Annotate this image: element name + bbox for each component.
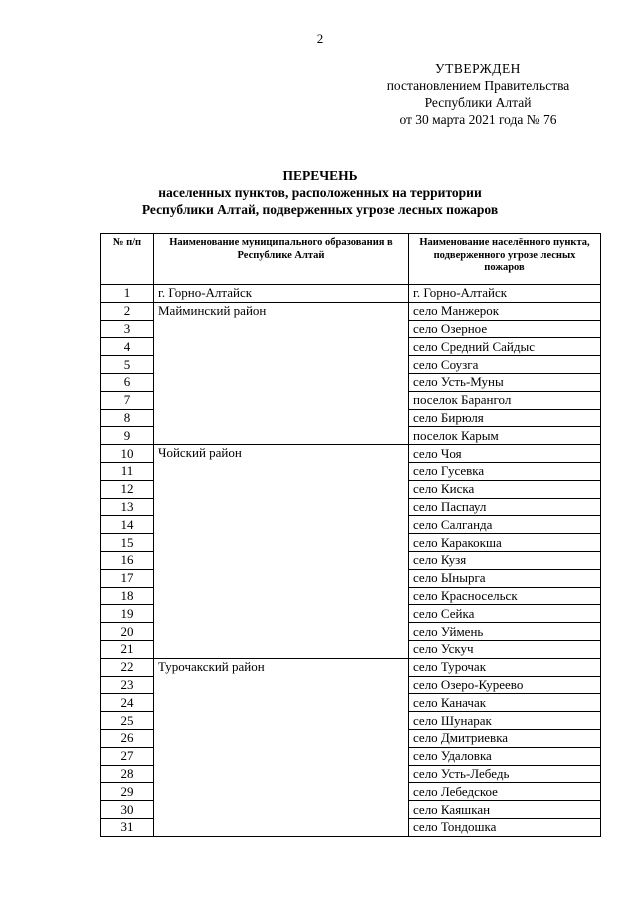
row-number: 13 bbox=[101, 498, 154, 516]
municipality-name: Турочакский район bbox=[154, 658, 409, 836]
row-number: 14 bbox=[101, 516, 154, 534]
row-number: 22 bbox=[101, 658, 154, 676]
settlement-name: село Каначак bbox=[409, 694, 601, 712]
settlement-name: село Ускуч bbox=[409, 640, 601, 658]
municipality-name: г. Горно-Алтайск bbox=[154, 285, 409, 303]
row-number: 9 bbox=[101, 427, 154, 445]
approval-block bbox=[360, 60, 596, 128]
settlement-name: поселок Барангол bbox=[409, 391, 601, 409]
settlement-name: село Ынырга bbox=[409, 569, 601, 587]
settlement-name: г. Горно-Алтайск bbox=[409, 285, 601, 303]
row-number: 12 bbox=[101, 480, 154, 498]
title-line: Республики Алтай, подверженных угрозе лесных пожаров bbox=[141, 202, 499, 217]
title-heading: ПЕРЕЧЕНЬ bbox=[282, 168, 358, 183]
row-number: 26 bbox=[101, 729, 154, 747]
settlement-name: село Соузга bbox=[409, 356, 601, 374]
settlement-name: село Дмитриевка bbox=[409, 729, 601, 747]
settlement-name: село Озеро-Куреево bbox=[409, 676, 601, 694]
document-title bbox=[90, 167, 550, 218]
row-number: 19 bbox=[101, 605, 154, 623]
row-number: 1 bbox=[101, 285, 154, 303]
settlement-name: село Каракокша bbox=[409, 534, 601, 552]
settlement-name: село Удаловка bbox=[409, 747, 601, 765]
settlement-name: село Чоя bbox=[409, 445, 601, 463]
row-number: 2 bbox=[101, 302, 154, 320]
row-number: 29 bbox=[101, 783, 154, 801]
row-number: 8 bbox=[101, 409, 154, 427]
row-number: 30 bbox=[101, 801, 154, 819]
row-number: 6 bbox=[101, 373, 154, 391]
settlement-name: село Красносельск bbox=[409, 587, 601, 605]
settlement-name: село Турочак bbox=[409, 658, 601, 676]
settlement-name: поселок Карым bbox=[409, 427, 601, 445]
settlement-name: село Кузя bbox=[409, 551, 601, 569]
settlements-table bbox=[100, 233, 601, 837]
page-number: 2 bbox=[316, 31, 324, 46]
header-num: № п/п bbox=[101, 234, 154, 285]
settlement-name: село Усть-Муны bbox=[409, 373, 601, 391]
row-number: 28 bbox=[101, 765, 154, 783]
approval-line: Республики Алтай bbox=[424, 95, 532, 110]
header-municipality: Наименование муниципального образования в Республике Алтай bbox=[154, 234, 409, 285]
row-number: 10 bbox=[101, 445, 154, 463]
municipality-name: Майминский район bbox=[154, 302, 409, 444]
row-number: 7 bbox=[101, 391, 154, 409]
approval-line: постановлением Правительства bbox=[386, 78, 570, 93]
settlement-name: село Каяшкан bbox=[409, 801, 601, 819]
settlement-name: село Уймень bbox=[409, 623, 601, 641]
approval-status: УТВЕРЖДЕН bbox=[435, 61, 521, 76]
settlement-name: село Тондошка bbox=[409, 818, 601, 836]
settlement-name: село Усть-Лебедь bbox=[409, 765, 601, 783]
row-number: 5 bbox=[101, 356, 154, 374]
row-number: 11 bbox=[101, 462, 154, 480]
table-header-row bbox=[101, 234, 601, 285]
row-number: 16 bbox=[101, 551, 154, 569]
row-number: 4 bbox=[101, 338, 154, 356]
settlement-name: село Манжерок bbox=[409, 302, 601, 320]
settlement-name: село Салганда bbox=[409, 516, 601, 534]
settlement-name: село Озерное bbox=[409, 320, 601, 338]
settlement-name: село Шунарак bbox=[409, 712, 601, 730]
settlement-name: село Бирюля bbox=[409, 409, 601, 427]
row-number: 3 bbox=[101, 320, 154, 338]
row-number: 27 bbox=[101, 747, 154, 765]
table-row bbox=[101, 658, 601, 676]
table-row bbox=[101, 302, 601, 320]
approval-date: от 30 марта 2021 года № 76 bbox=[399, 112, 557, 127]
row-number: 24 bbox=[101, 694, 154, 712]
settlement-name: село Лебедское bbox=[409, 783, 601, 801]
settlement-name: село Киска bbox=[409, 480, 601, 498]
header-settlement: Наименование населённого пункта, подверженного угрозе лесных пожаров bbox=[409, 234, 601, 285]
title-line: населенных пунктов, расположенных на территории bbox=[158, 185, 482, 200]
settlement-name: село Гусевка bbox=[409, 462, 601, 480]
settlement-name: село Паспаул bbox=[409, 498, 601, 516]
row-number: 15 bbox=[101, 534, 154, 552]
row-number: 17 bbox=[101, 569, 154, 587]
row-number: 18 bbox=[101, 587, 154, 605]
row-number: 21 bbox=[101, 640, 154, 658]
table-row bbox=[101, 445, 601, 463]
row-number: 23 bbox=[101, 676, 154, 694]
table-body bbox=[101, 285, 601, 837]
table-row bbox=[101, 285, 601, 303]
row-number: 31 bbox=[101, 818, 154, 836]
row-number: 25 bbox=[101, 712, 154, 730]
settlement-name: село Сейка bbox=[409, 605, 601, 623]
settlement-name: село Средний Сайдыс bbox=[409, 338, 601, 356]
row-number: 20 bbox=[101, 623, 154, 641]
municipality-name: Чойский район bbox=[154, 445, 409, 659]
